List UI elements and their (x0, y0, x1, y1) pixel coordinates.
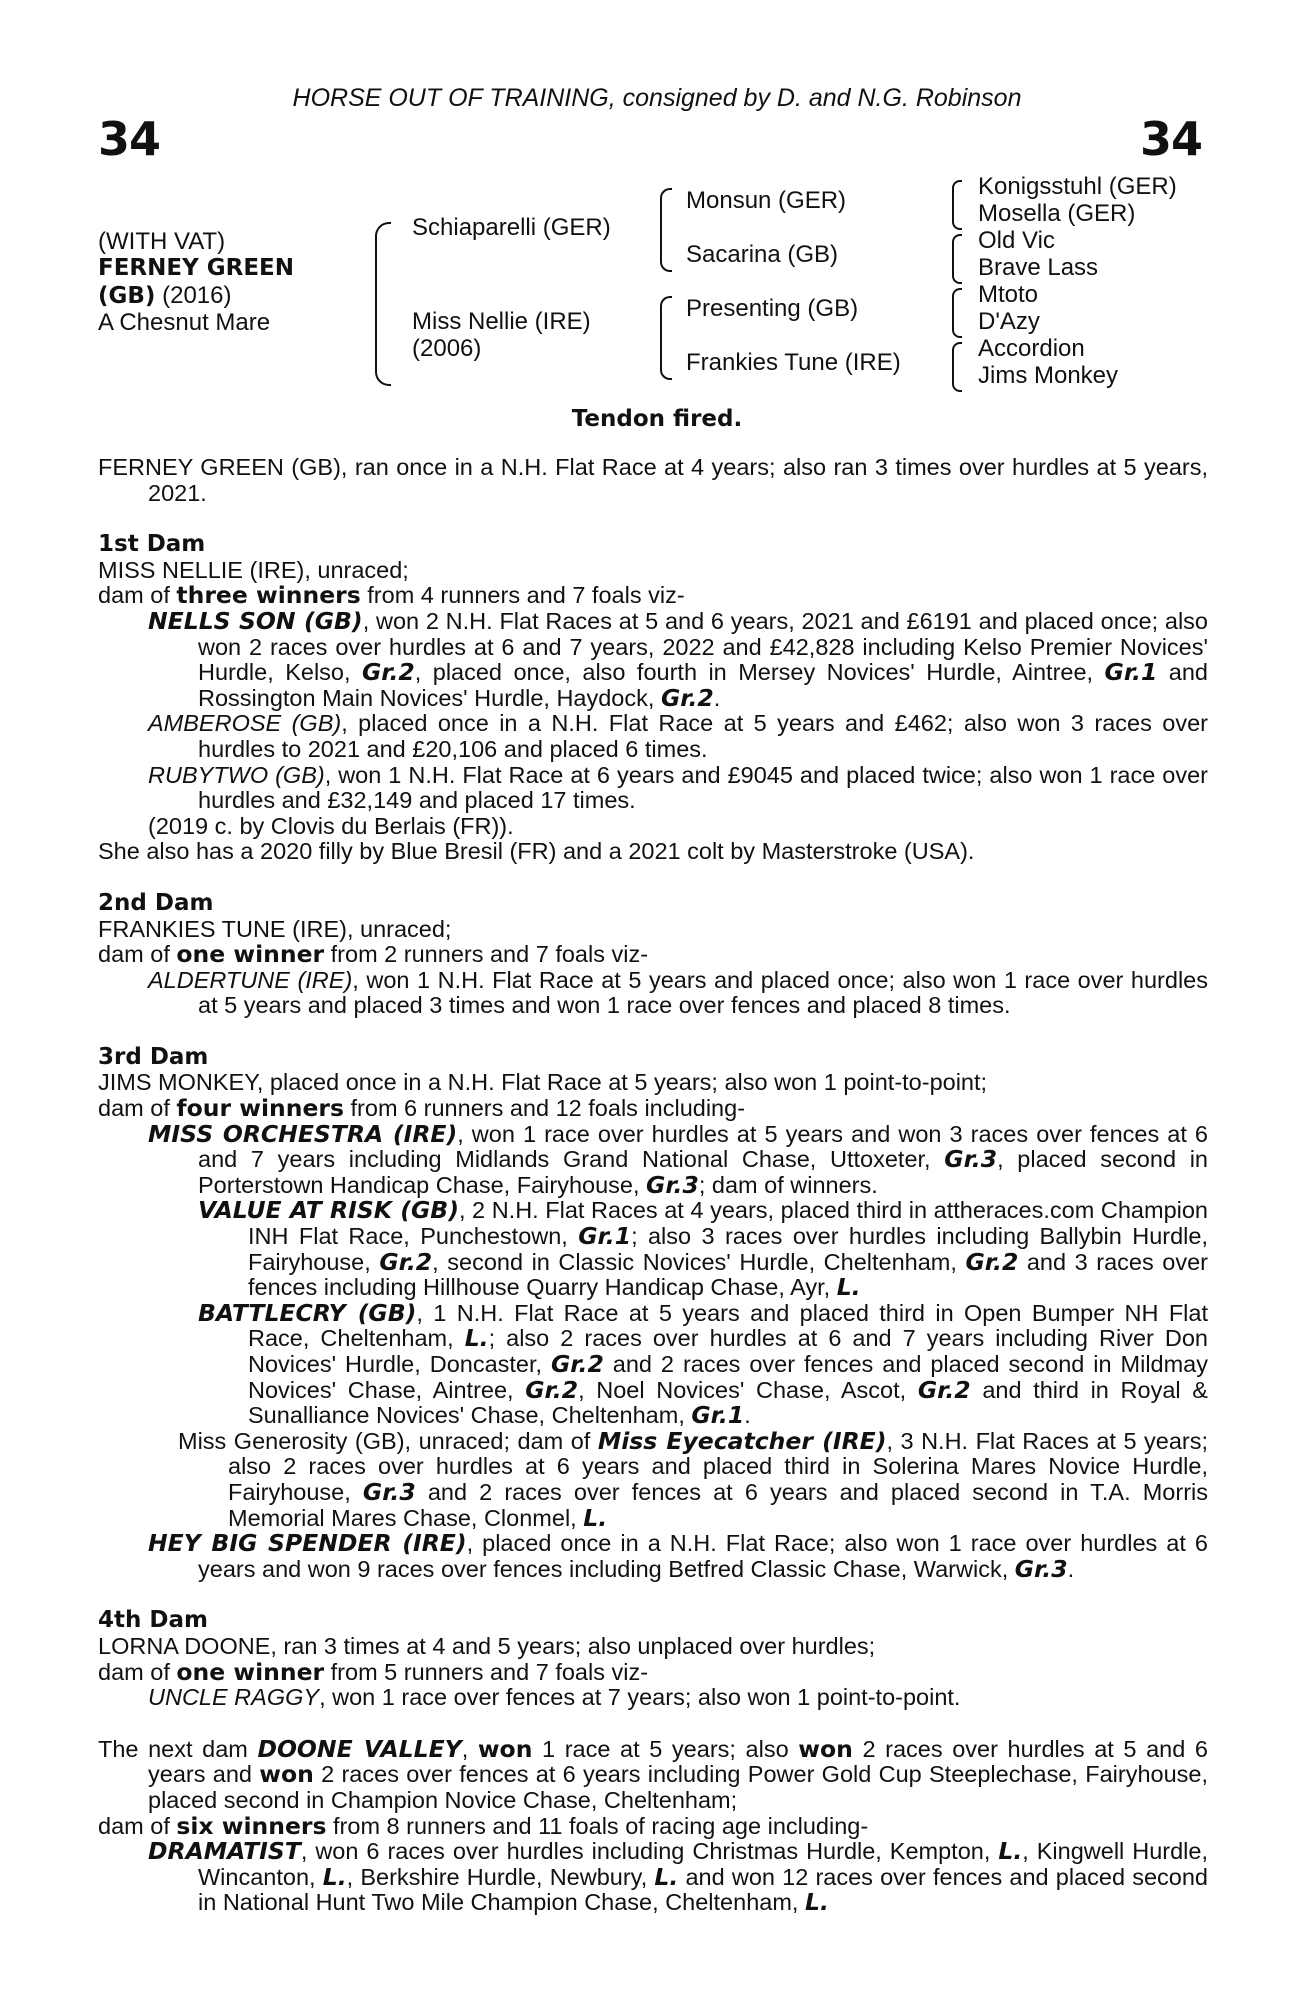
ggs-bracket-3 (952, 288, 962, 338)
dam1-last-line: She also has a 2020 filly by Blue Bresil (FR) and a 2021 colt by Masterstroke (USA). (98, 838, 975, 865)
pedigree-ggs-6: D'Azy (978, 308, 1040, 335)
page-header: HORSE OUT OF TRAINING, consigned by D. and N.G. Robinson (292, 84, 1022, 112)
dam4-line1: LORNA DOONE, ran 3 times at 4 and 5 years; also unplaced over hurdles; (98, 1632, 876, 1659)
dam3-heading: 3rd Dam (98, 1043, 209, 1070)
pedigree-gs3: Presenting (GB) (686, 295, 859, 322)
sire-line-bracket (660, 188, 672, 272)
dam4-entry-uncle-raggy: UNCLE RAGGY, won 1 race over fences at 7 years; also won 1 point-to-point. (148, 1684, 961, 1711)
dam1-line1: MISS NELLIE (IRE), unraced; (98, 556, 409, 583)
dam2-line2: dam of one winner from 2 runners and 7 foals viz- (98, 940, 649, 969)
pedigree-ggs-1: Konigsstuhl (GER) (978, 173, 1177, 200)
pedigree-ggs-7: Accordion (978, 335, 1085, 362)
dam1-line2: dam of three winners from 4 runners and 7 foals viz- (98, 581, 685, 610)
lot-number-left: 34 (98, 112, 161, 166)
pedigree-ggs-5: Mtoto (978, 281, 1039, 308)
dam3-sub-value-at-risk: VALUE AT RISK (GB), 2 N.H. Flat Races at 4 years, placed third in attheraces.com Champion INH Flat Race, Punchestown, Gr.1; also 3 races over hurdles including Ballybin Hurdle, Fairyhouse, Gr.2, second in Classic Novices' Hurdle, Cheltenham, Gr.2 and 3 races over fences including Hillhouse Quarry Handicap Chase, Ayr, L. (198, 1196, 1208, 1302)
dam1-entry-nells-son: NELLS SON (GB), won 2 N.H. Flat Races at 5 and 6 years, 2021 and £6191 and placed once; also won 2 races over hurdles at 6 and 7 years, 2022 and £42,828 including Kelso Premier Novices' Hurdle, Kelso, Gr.2, placed once, also fourth in Mersey Novices' Hurdle, Aintree, Gr.1 and Rossington Main Novices' Hurdle, Haydock, Gr.2. (148, 606, 1208, 712)
pedigree-dam-year: (2006) (412, 335, 482, 362)
dam3-entry-miss-orchestra: MISS ORCHESTRA (IRE), won 1 race over hurdles at 5 years and won 3 races over fences at 6 and 7 years including Midlands Grand National Chase, Uttoxeter, Gr.3, placed second in Porterstown Handicap Chase, Fairyhouse, Gr.3; dam of winners. (148, 1119, 1208, 1199)
next-dam-line2: dam of six winners from 8 runners and 11 foals of racing age including- (98, 1811, 869, 1840)
tendon-note: Tendon fired. (571, 406, 743, 432)
dam2-heading: 2nd Dam (98, 889, 214, 916)
ggs-bracket-1 (952, 180, 962, 230)
dam1-heading: 1st Dam (98, 531, 206, 558)
next-dam-entry-dramatist: DRAMATIST, won 6 races over hurdles including Christmas Hurdle, Kempton, L., Kingwell Hurdle, Wincanton, L., Berkshire Hurdle, Newbury, L. and won 12 races over fences and placed second in National Hunt Two Mile Champion Chase, Cheltenham, L. (148, 1837, 1209, 1917)
horse-name: FERNEY GREEN (98, 255, 295, 281)
pedigree-dam: Miss Nellie (IRE) (412, 308, 591, 335)
dam4-heading: 4th Dam (98, 1607, 208, 1634)
catalogue-body (98, 455, 1208, 1916)
pedigree-gs2: Sacarina (GB) (686, 241, 839, 268)
dam3-sub-miss-generosity: Miss Generosity (GB), unraced; dam of Miss Eyecatcher (IRE), 3 N.H. Flat Races at 5 years; also 2 races over hurdles at 6 years and placed third in Solerina Mares Novice Hurdle, Fairyhouse, Gr.3 and 2 races over fences at 6 years and placed second in T.A. Morris Memorial Mares Chase, Clonmel, L. (178, 1426, 1209, 1532)
pedigree-ggs-3: Old Vic (978, 227, 1055, 254)
dam1-entry-colt: (2019 c. by Clovis du Berlais (FR)). (148, 812, 514, 839)
sire-dam-bracket (375, 222, 391, 386)
dam3-entry-hey-big-spender: HEY BIG SPENDER (IRE), placed once in a N.H. Flat Race; also won 1 race over hurdles at 6 years and won 9 races over fences including Betfred Classic Chase, Warwick, Gr.3. (148, 1529, 1208, 1583)
pedigree-ggs-2: Mosella (GER) (978, 200, 1136, 227)
vat-label: (WITH VAT) (98, 228, 226, 255)
dam2-entry-aldertune: ALDERTUNE (IRE), won 1 N.H. Flat Race at 5 years and placed once; also won 1 race over hurdles at 5 years and placed 3 times and won 1 race over fences and placed 8 times. (148, 966, 1208, 1019)
ggs-bracket-2 (952, 234, 962, 284)
dam-line-bracket (660, 296, 672, 380)
horse-description: A Chesnut Mare (98, 309, 271, 336)
pedigree-ggs-4: Brave Lass (978, 254, 1099, 281)
intro-paragraph: FERNEY GREEN (GB), ran once in a N.H. Flat Race at 4 years; also ran 3 times over hurdles at 5 years, 2021. (98, 454, 1208, 506)
dam1-entry-amberose: AMBEROSE (GB), placed once in a N.H. Flat Race at 5 years and £462; also won 3 races over hurdles to 2021 and £20,106 and placed 6 times. (148, 710, 1208, 762)
dam3-sub-battlecry: BATTLECRY (GB), 1 N.H. Flat Race at 5 years and placed third in Open Bumper NH Flat Race, Cheltenham, L.; also 2 races over hurdles at 6 and 7 years including River Don Novices' Hurdle, Doncaster, Gr.2 and 2 races over fences and placed second in Mildmay Novices' Chase, Aintree, Gr.2, Noel Novices' Chase, Ascot, Gr.2 and third in Royal & Sunalliance Novices' Chase, Cheltenham, Gr.1. (198, 1298, 1209, 1430)
pedigree-ggs-8: Jims Monkey (978, 362, 1119, 389)
dam2-line1: FRANKIES TUNE (IRE), unraced; (98, 915, 452, 942)
ggs-bracket-4 (952, 342, 962, 392)
pedigree-gs4: Frankies Tune (IRE) (686, 349, 901, 376)
dam4-line2: dam of one winner from 5 runners and 7 foals viz- (98, 1657, 649, 1686)
horse-country-year (98, 282, 231, 310)
dam1-entry-rubytwo: RUBYTWO (GB), won 1 N.H. Flat Race at 6 years and £9045 and placed twice; also won 1 race over hurdles and £32,149 and placed 17 times. (148, 761, 1209, 814)
pedigree-sire: Schiaparelli (GER) (412, 214, 611, 241)
pedigree-gs1: Monsun (GER) (686, 187, 847, 214)
lot-number-right: 34 (1139, 112, 1202, 166)
dam3-line1: JIMS MONKEY, placed once in a N.H. Flat Race at 5 years; also won 1 point-to-point; (98, 1069, 988, 1096)
horse-country: (GB) (98, 283, 156, 309)
next-dam-paragraph: The next dam DOONE VALLEY, won 1 race at 5 years; also won 2 races over hurdles at 5 and 6 years and won 2 races over fences at 6 years including Power Gold Cup Steeplechase, Fairyhouse, placed second in Champion Novice Chase, Cheltenham; (98, 1734, 1208, 1813)
dam3-line2: dam of four winners from 6 runners and 12 foals including- (98, 1094, 746, 1123)
horse-year: (2016) (155, 282, 232, 309)
